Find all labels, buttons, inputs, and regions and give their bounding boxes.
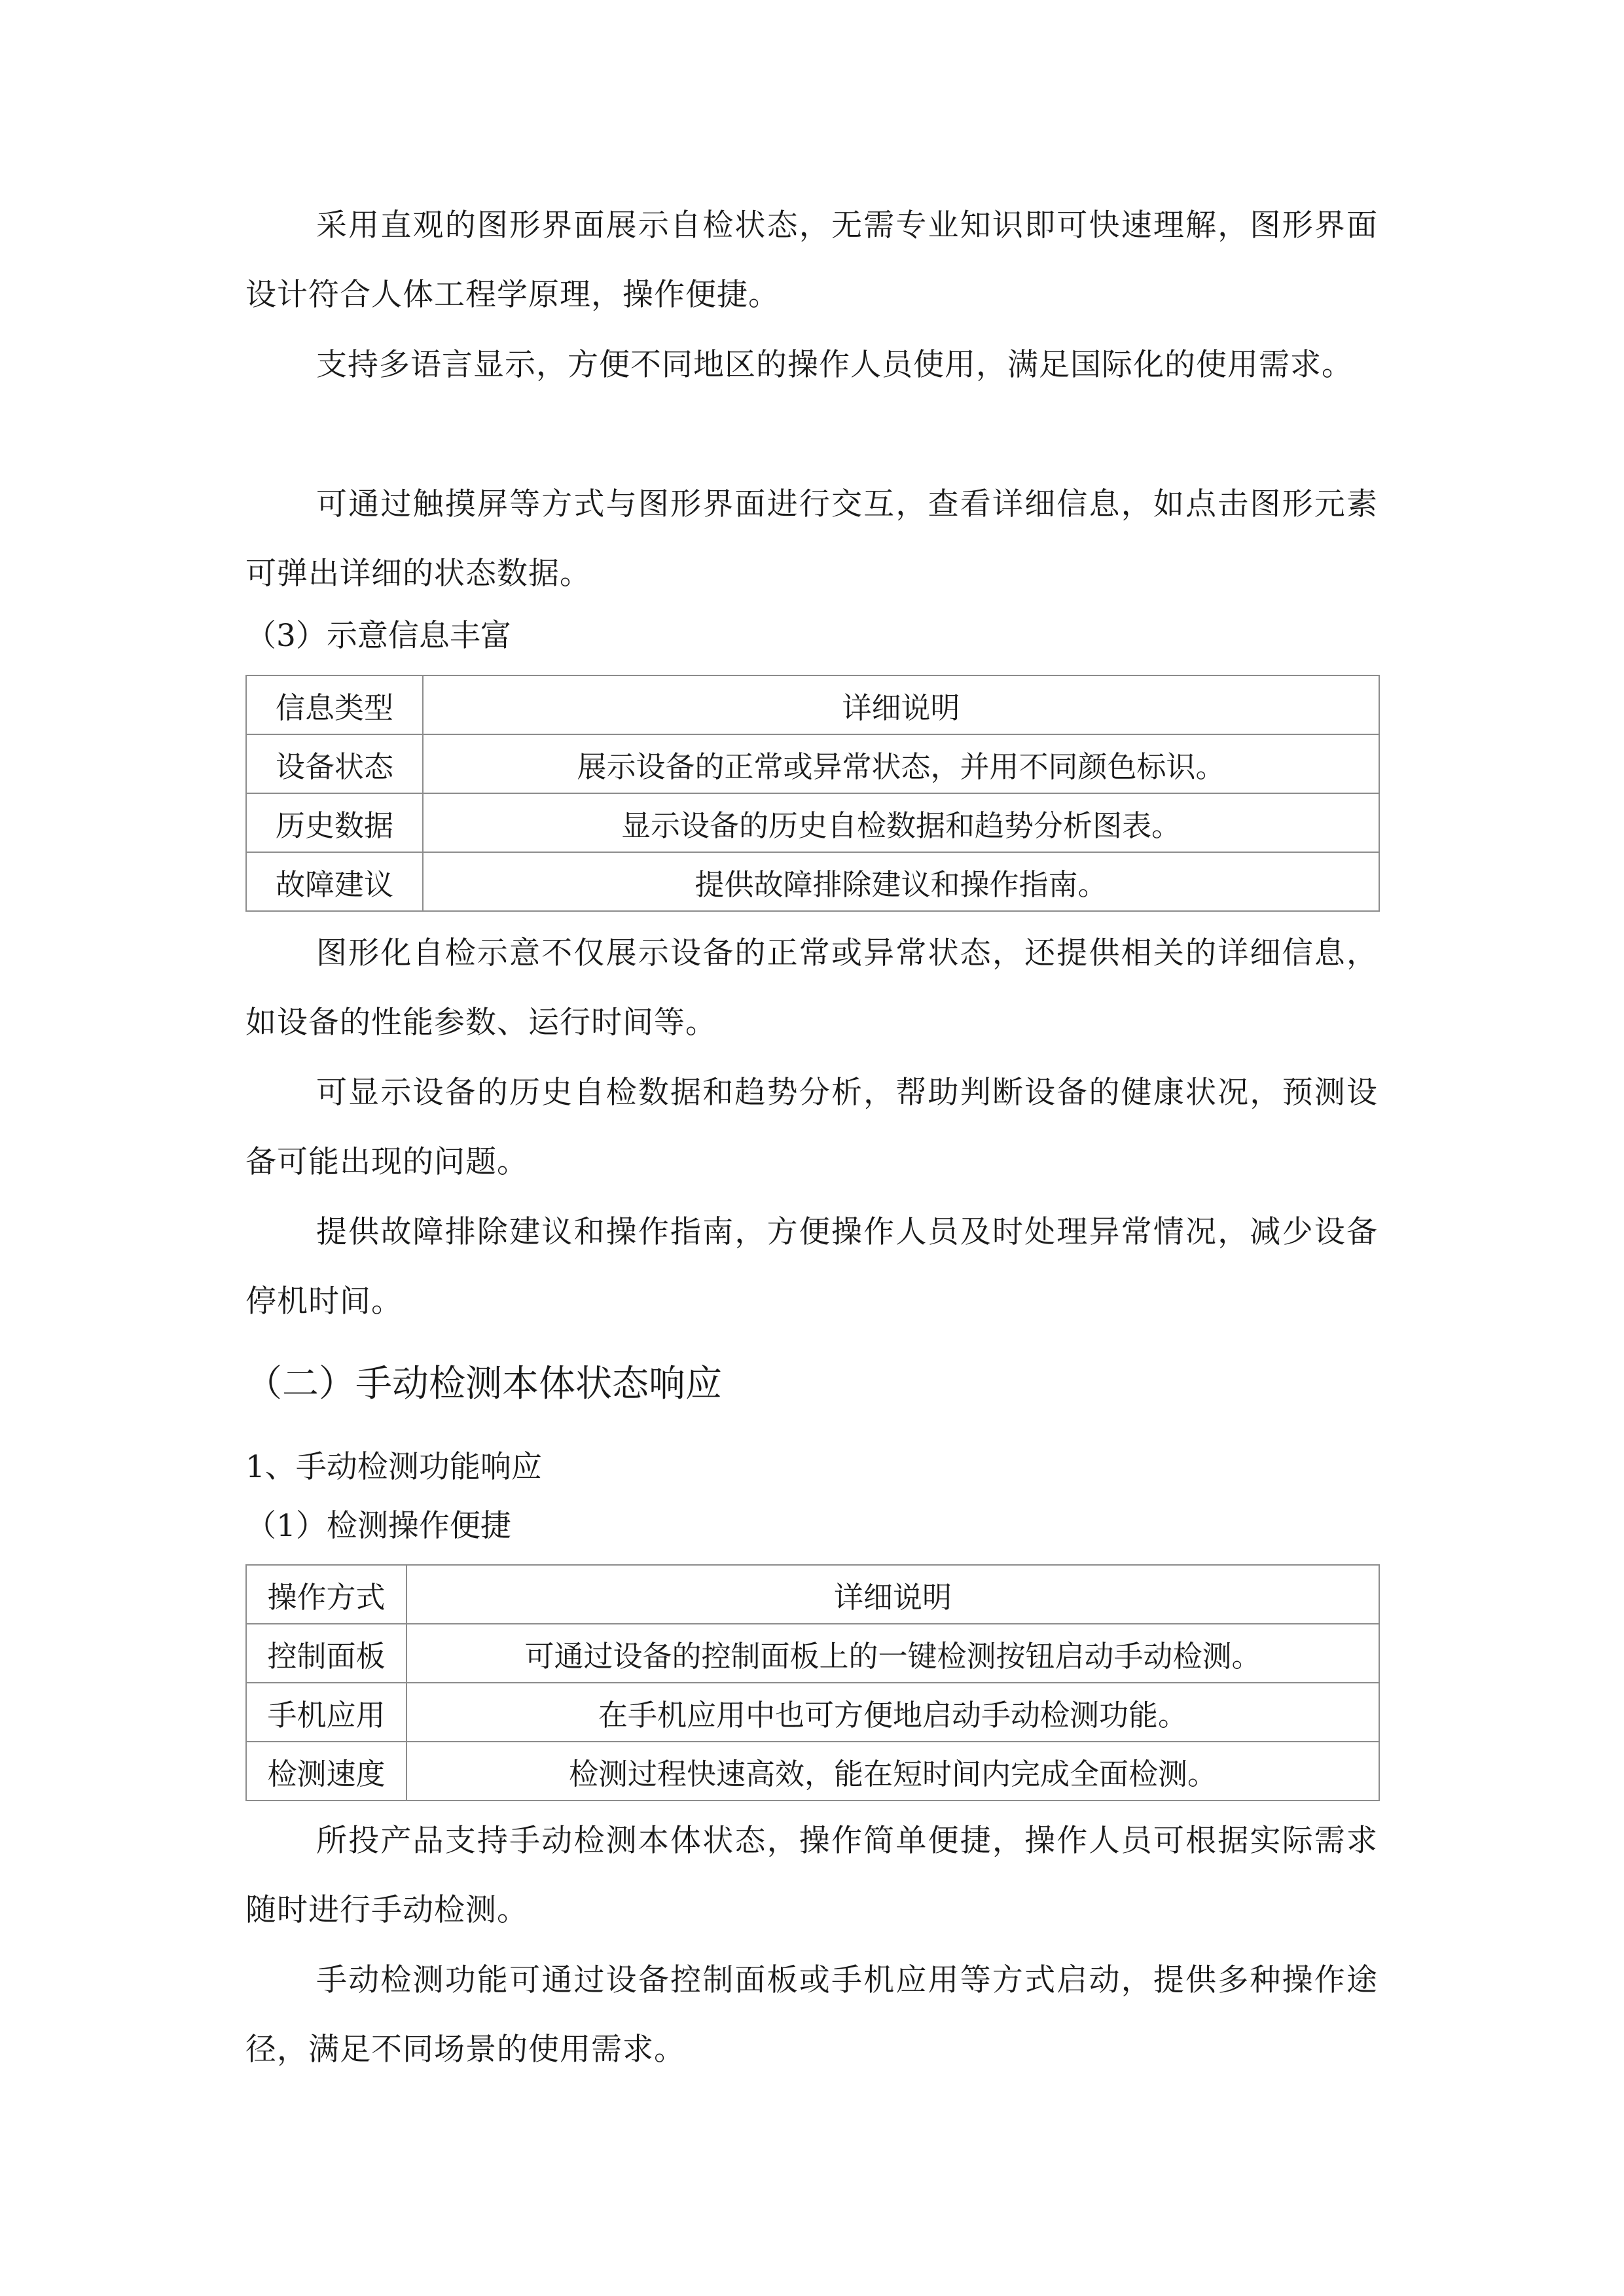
paragraph-fault-guide: 提供故障排除建议和操作指南，方便操作人员及时处理异常情况，减少设备停机时间。 <box>245 1214 1378 1319</box>
paragraph-multilanguage: 支持多语言显示，方便不同地区的操作人员使用，满足国际化的使用需求。 <box>316 347 1353 383</box>
table-row <box>246 793 1379 852</box>
subheading-convenient-operation: （1）检测操作便捷 <box>245 1508 511 1544</box>
subheading-manual-function: 1、手动检测功能响应 <box>245 1449 542 1485</box>
paragraph-history-trend: 可显示设备的历史自检数据和趋势分析，帮助判断设备的健康状况，预测设备可能出现的问题。 <box>245 1075 1378 1180</box>
table-header-cell: 详细说明 <box>423 675 1379 734</box>
paragraph-touch-interaction: 可通过触摸屏等方式与图形界面进行交互，查看详细信息，如点击图形元素可弹出详细的状态数据。 <box>245 486 1378 592</box>
table-cell: 展示设备的正常或异常状态，并用不同颜色标识。 <box>423 734 1379 793</box>
paragraph-graphic-ui: 采用直观的图形界面展示自检状态，无需专业知识即可快速理解，图形界面设计符合人体工程学原理，操作便捷。 <box>245 207 1378 313</box>
table-cell: 显示设备的历史自检数据和趋势分析图表。 <box>423 793 1379 852</box>
table-header-cell: 信息类型 <box>246 675 423 734</box>
table-row <box>246 852 1379 911</box>
table-header-row <box>246 1565 1379 1624</box>
table-cell: 故障建议 <box>246 852 423 911</box>
table-cell: 控制面板 <box>246 1624 406 1683</box>
operation-mode-table <box>245 1564 1380 1801</box>
table-cell: 在手机应用中也可方便地启动手动检测功能。 <box>406 1683 1379 1742</box>
table-header-cell: 详细说明 <box>406 1565 1379 1624</box>
table-cell: 提供故障排除建议和操作指南。 <box>423 852 1379 911</box>
table-cell: 设备状态 <box>246 734 423 793</box>
paragraph-graphic-detail: 图形化自检示意不仅展示设备的正常或异常状态，还提供相关的详细信息，如设备的性能参数、运行时间等。 <box>245 935 1378 1041</box>
info-type-table <box>245 675 1380 912</box>
paragraph-manual-start-methods: 手动检测功能可通过设备控制面板或手机应用等方式启动，提供多种操作途径，满足不同场景的使用需求。 <box>245 1962 1378 2068</box>
table-row <box>246 1683 1379 1742</box>
section-label-info-rich: （3）示意信息丰富 <box>245 618 511 654</box>
table-cell: 检测过程快速高效，能在短时间内完成全面检测。 <box>406 1742 1379 1801</box>
table-row <box>246 734 1379 793</box>
table-cell: 历史数据 <box>246 793 423 852</box>
table-header-cell: 操作方式 <box>246 1565 406 1624</box>
table-header-row <box>246 675 1379 734</box>
table-cell: 可通过设备的控制面板上的一键检测按钮启动手动检测。 <box>406 1624 1379 1683</box>
table-row <box>246 1624 1379 1683</box>
paragraph-manual-support: 所投产品支持手动检测本体状态，操作简单便捷，操作人员可根据实际需求随时进行手动检测。 <box>245 1823 1378 1928</box>
table-cell: 手机应用 <box>246 1683 406 1742</box>
table-cell: 检测速度 <box>246 1742 406 1801</box>
section-heading-manual-detection: （二）手动检测本体状态响应 <box>245 1363 722 1405</box>
table-row <box>246 1742 1379 1801</box>
